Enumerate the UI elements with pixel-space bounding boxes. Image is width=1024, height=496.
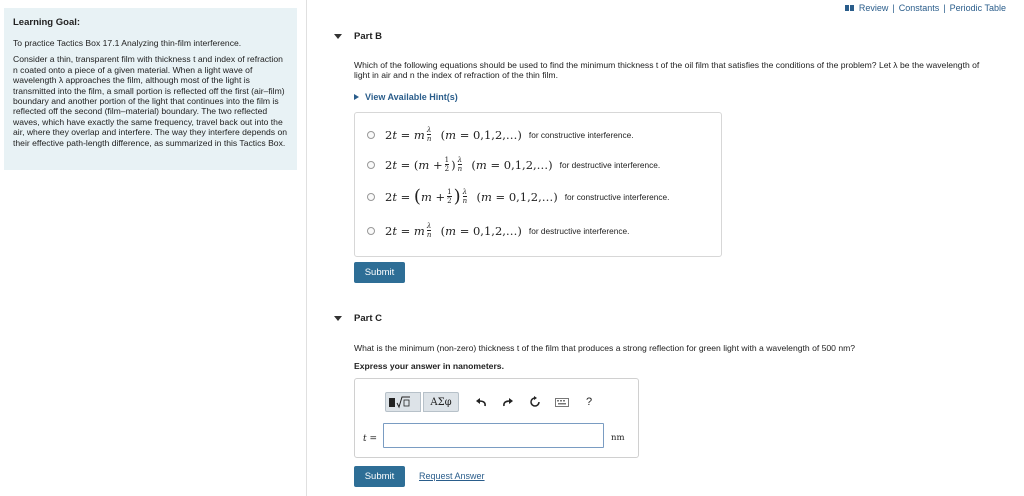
- choice-item[interactable]: [367, 223, 629, 239]
- constants-link[interactable]: Constants: [898, 3, 940, 13]
- part-c-header[interactable]: [334, 313, 382, 324]
- view-hints-link[interactable]: [354, 92, 458, 102]
- learning-goal-body: Consider a thin, transparent film with thickness t and index of refraction n coated onto a piece of a given material. When a light wave of wavelength λ approaches the film, although most of the light is transmitted into the film, a small portion is reflected off the first (air–film) boundary and another portion of the light that continues into the film is reflected off the second (film–material) boundary. The two reflected waves, which have exactly the same frequency, travel back out into the air, where they overlap and interfere. The way they interfere depends on their effective path-length difference, as summarized in this Tactics Box.: [13, 54, 288, 148]
- learning-goal-intro: To practice Tactics Box 17.1 Analyzing thin-film interference.: [13, 38, 242, 48]
- expand-triangle-icon: [354, 94, 359, 100]
- undo-icon[interactable]: [471, 392, 491, 412]
- math-toolbar: [385, 392, 599, 412]
- radio-button[interactable]: [367, 193, 375, 201]
- redo-icon[interactable]: [498, 392, 518, 412]
- top-links: [845, 3, 1006, 13]
- review-link[interactable]: Review: [858, 3, 889, 13]
- choice-condition: for constructive interference.: [564, 191, 670, 202]
- radio-button[interactable]: [367, 227, 375, 235]
- part-b-question: Which of the following equations should be used to find the minimum thickness t of the oil film that satisfies the conditions of the problem? Let λ be the wavelength of light in air and n the index of refraction of the thin film.: [354, 60, 980, 81]
- part-c-instruction: Express your answer in nanometers.: [354, 361, 504, 371]
- link-separator: |: [892, 3, 895, 13]
- request-answer-link[interactable]: Request Answer: [419, 471, 485, 481]
- learning-goal-panel: [4, 8, 297, 170]
- choice-condition: for constructive interference.: [528, 129, 634, 140]
- radio-button[interactable]: [367, 161, 375, 169]
- choice-equation: 2 t = m $\frac{\lambda}{n}$ ( m = 0,1,2,…): [385, 126, 522, 143]
- choice-condition: for destructive interference.: [528, 225, 630, 236]
- unit-label: nm: [611, 433, 625, 443]
- view-hints-label: View Available Hint(s): [365, 92, 458, 102]
- choice-item[interactable]: [367, 127, 634, 143]
- radio-button[interactable]: [367, 131, 375, 139]
- part-c-question: What is the minimum (non-zero) thickness t of the film that produces a strong reflection for green light with a wavelength of 500 nm?: [354, 343, 856, 353]
- greek-symbols-button[interactable]: ΑΣφ: [423, 392, 459, 412]
- help-button[interactable]: ?: [585, 396, 593, 408]
- part-b-title: Part B: [354, 31, 382, 42]
- answer-entry-box: [354, 378, 639, 458]
- answer-choices: [354, 112, 722, 257]
- reset-icon[interactable]: [525, 392, 545, 412]
- choice-condition: for destructive interference.: [559, 159, 661, 170]
- column-divider: [306, 0, 307, 496]
- learning-goal-title: Learning Goal:: [13, 17, 81, 28]
- part-c-title: Part C: [354, 313, 382, 324]
- keyboard-icon[interactable]: [552, 392, 572, 412]
- periodic-table-link[interactable]: Periodic Table: [949, 3, 1006, 13]
- choice-item[interactable]: [367, 157, 660, 173]
- variable-label: t =: [363, 434, 378, 444]
- review-icon: [845, 4, 855, 12]
- part-c-submit-button[interactable]: Submit: [354, 466, 405, 487]
- sqrt-template-icon[interactable]: [385, 392, 421, 412]
- choice-equation: 2 t = ( m + $\frac{1}{2}$ ) $\frac{\lambda}{n}$ ( m = 0,1,2,…): [385, 185, 558, 207]
- part-b-submit-button[interactable]: Submit: [354, 262, 405, 283]
- collapse-caret-icon[interactable]: [334, 34, 342, 39]
- part-b-header[interactable]: [334, 31, 382, 42]
- collapse-caret-icon[interactable]: [334, 316, 342, 321]
- choice-equation: 2 t = m $\frac{\lambda}{n}$ ( m = 0,1,2,…): [385, 222, 522, 239]
- choice-item[interactable]: [367, 185, 670, 207]
- choice-equation: 2 t = ( m + $\frac{1}{2}$ ) $\frac{\lambda}{n}$ ( m = 0,1,2,…): [385, 156, 553, 173]
- link-separator: |: [943, 3, 946, 13]
- answer-input[interactable]: [383, 423, 604, 448]
